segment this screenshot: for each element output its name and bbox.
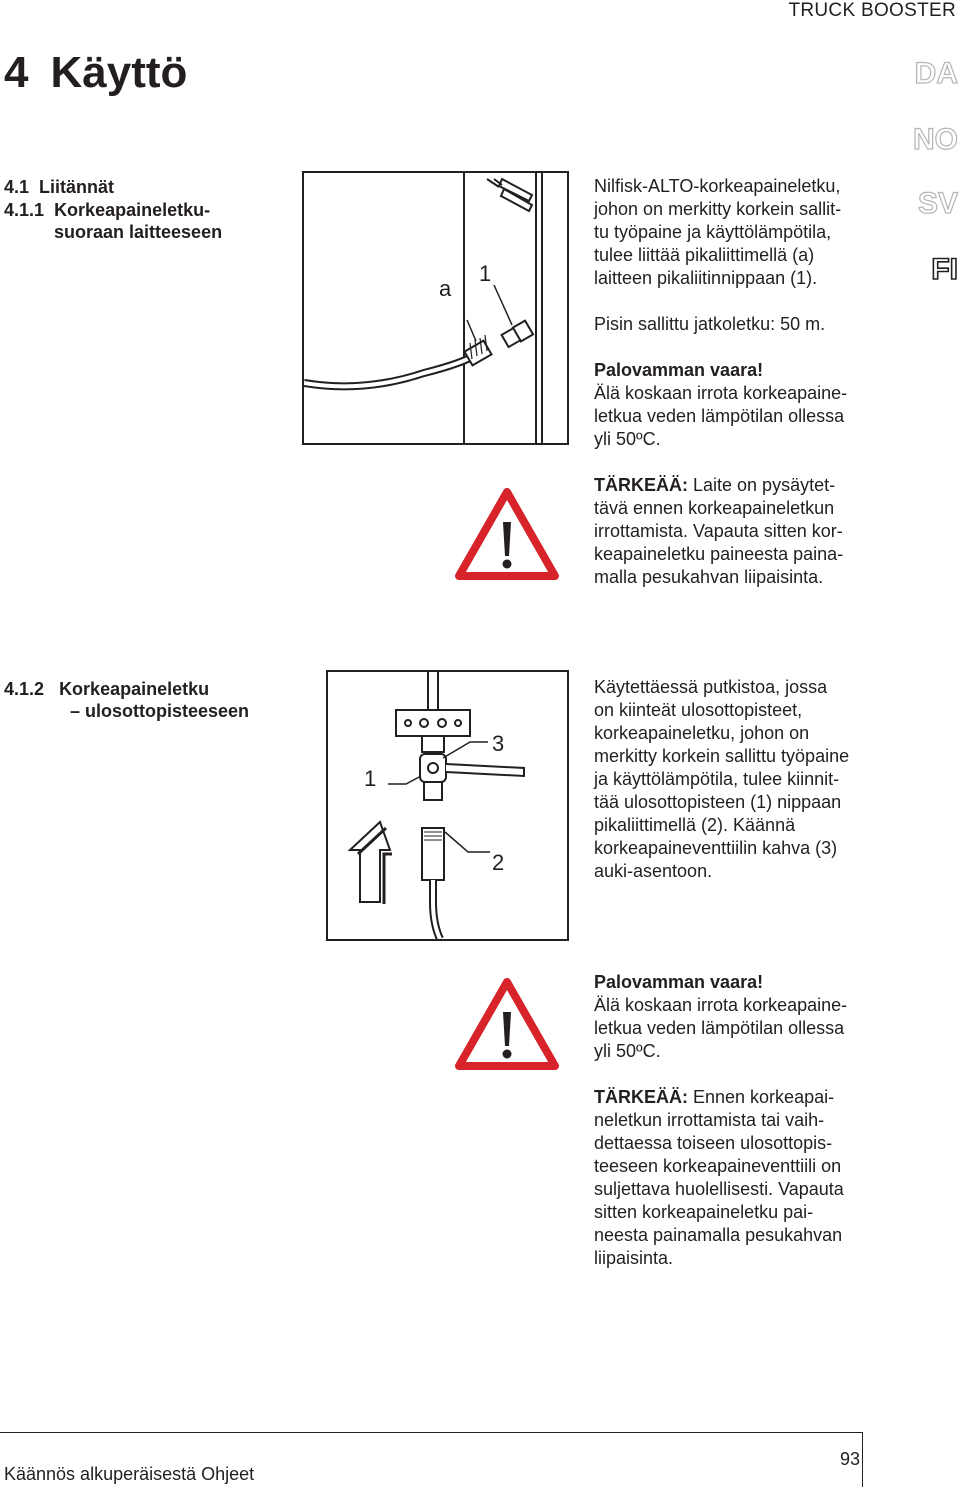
text-line: liipaisinta. [594, 1248, 674, 1268]
text-line: tulee liittää pikaliittimellä (a) [594, 245, 815, 265]
text-line: dettaessa toiseen ulosottopis- [594, 1133, 833, 1153]
text-line: Laite on pysäytet- [688, 475, 836, 495]
important-note [594, 1086, 869, 1270]
figure-label-1: 1 [479, 261, 492, 286]
language-tab-da: DA [914, 57, 958, 90]
product-name: TRUCK BOOSTER [788, 0, 956, 21]
text-line: auki-asentoon. [594, 861, 713, 881]
section-heading-4-1-2 [4, 678, 274, 722]
section-number: 4.1.2 [4, 679, 45, 699]
language-tab-fi: FI [931, 253, 958, 286]
figure-label-3: 3 [492, 731, 505, 756]
section-title-line: Korkeapaineletku [59, 679, 210, 699]
figure-hose-to-machine [302, 171, 569, 445]
text-line: neesta painamalla pesukahvan [594, 1225, 843, 1245]
text-line: johon on merkitty korkein sallit- [594, 199, 842, 219]
section-title-line: suoraan laitteeseen [54, 222, 223, 242]
section-title-line: Korkeapaineletku- [54, 200, 211, 220]
section2-text [594, 676, 869, 906]
text-line: Älä koskaan irrota korkeapaine- [594, 383, 848, 403]
section-heading-4-1-1 [4, 199, 254, 243]
footer-divider [862, 1432, 863, 1487]
text-line: merkitty korkein sallittu työpaine [594, 746, 850, 766]
figure-hose-to-outlet [326, 670, 569, 941]
hose-connection-illustration [304, 173, 567, 443]
text-line: tävä ennen korkeapaineletkun [594, 498, 835, 518]
section-number: 4.1.1 [4, 200, 45, 220]
footer-rule [0, 1432, 862, 1433]
text-line: tää ulosottopisteen (1) nippaan [594, 792, 842, 812]
chapter-title [4, 48, 187, 98]
text-line: ja käyttölämpötila, tulee kiinnit- [594, 769, 840, 789]
burn-warning [594, 359, 869, 451]
section-title-line: – ulosottopisteeseen [70, 701, 250, 721]
text-line: korkeapaineletku, johon on [594, 723, 810, 743]
section-heading-4-1 [4, 176, 114, 198]
important-label: TÄRKEÄÄ: [594, 475, 688, 495]
chapter-number: 4 [4, 48, 29, 97]
important-label: TÄRKEÄÄ: [594, 1087, 688, 1107]
text-line: yli 50ºC. [594, 429, 661, 449]
text-line: yli 50ºC. [594, 1041, 661, 1061]
warning-triangle-icon [455, 978, 559, 1070]
text-line: letkua veden lämpötilan ollessa [594, 1018, 845, 1038]
section-number: 4.1 [4, 177, 30, 197]
text-line: laitteen pikaliitinnippaan (1). [594, 268, 818, 288]
figure-label-2: 2 [492, 850, 505, 875]
text-line: Käytettäessä putkistoa, jossa [594, 677, 828, 697]
text-line: irrottamista. Vapauta sitten kor- [594, 521, 843, 541]
section1-text [594, 175, 869, 612]
text-line: neletkun irrottamista tai vaih- [594, 1110, 825, 1130]
text-line: sitten korkeapaineletku pai- [594, 1202, 814, 1222]
max-extension-note: Pisin sallittu jatkoletku: 50 m. [594, 314, 826, 334]
burn-warning [594, 971, 869, 1063]
figure-label-a: a [439, 276, 452, 301]
footer-source: Käännös alkuperäisestä Ohjeet [4, 1464, 255, 1484]
language-tab-no: NO [913, 123, 958, 156]
text-line: tu työpaine ja käyttölämpötila, [594, 222, 832, 242]
connection-instructions [594, 175, 869, 290]
outlet-connection-illustration [328, 672, 567, 939]
section-title: Liitännät [39, 177, 115, 197]
chapter-title-text: Käyttö [50, 48, 188, 97]
text-line: teeseen korkeapaineventtiili on [594, 1156, 842, 1176]
warning-triangle-icon [455, 488, 559, 580]
outlet-instructions [594, 676, 869, 883]
page-number: 93 [840, 1449, 861, 1469]
text-line: Nilfisk-ALTO-korkeapaineletku, [594, 176, 841, 196]
text-line: suljettava huolellisesti. Vapauta [594, 1179, 844, 1199]
warning-title: Palovamman vaara! [594, 972, 764, 992]
text-line: pikaliittimellä (2). Käännä [594, 815, 796, 835]
text-line: Älä koskaan irrota korkeapaine- [594, 995, 848, 1015]
text-line: on kiinteät ulosottopisteet, [594, 700, 803, 720]
text-line: Ennen korkeapai- [688, 1087, 835, 1107]
text-line: korkeapaineventtiilin kahva (3) [594, 838, 838, 858]
text-line: keapaineletku paineesta paina- [594, 544, 844, 564]
text-line: letkua veden lämpötilan ollessa [594, 406, 845, 426]
language-tab-sv: SV [917, 187, 958, 220]
section2-warnings [594, 971, 869, 1293]
important-note [594, 474, 869, 589]
warning-title: Palovamman vaara! [594, 360, 764, 380]
figure-label-1: 1 [364, 766, 377, 791]
text-line: malla pesukahvan liipaisinta. [594, 567, 824, 587]
